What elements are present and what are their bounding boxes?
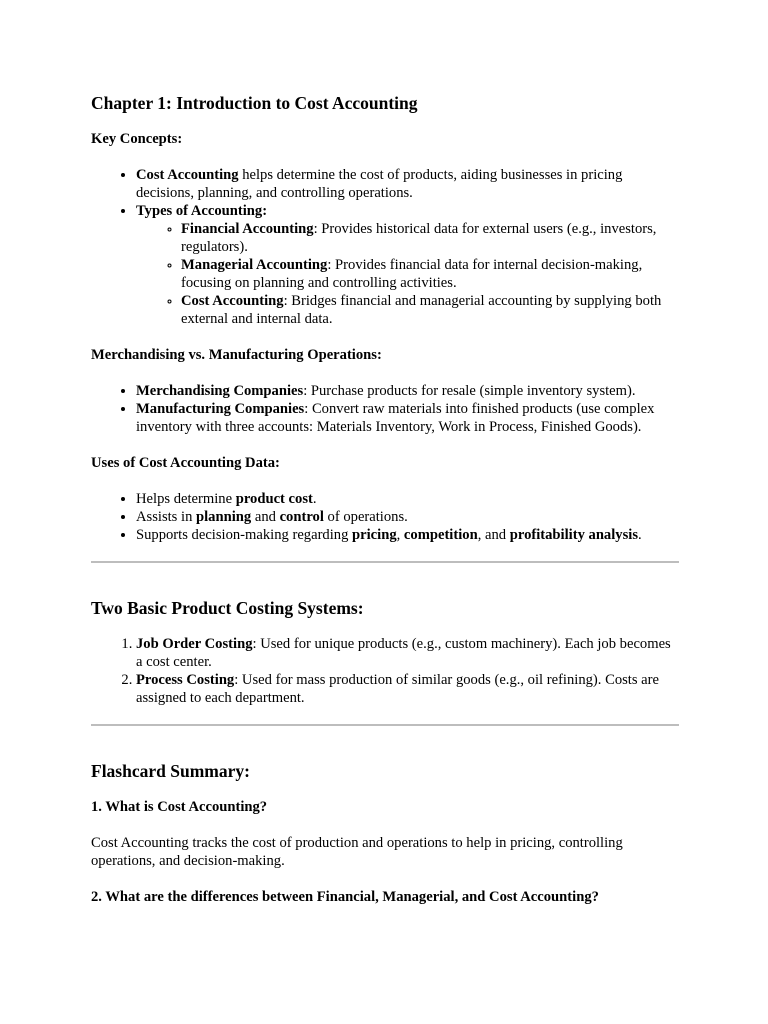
text: Helps determine xyxy=(136,491,236,507)
key-concepts-list xyxy=(91,166,679,328)
accounting-types-list xyxy=(136,220,679,328)
term: profitability analysis xyxy=(509,527,638,543)
list-item xyxy=(136,526,679,544)
description: : Used for unique products (e.g., custom machinery). Each job becomes a cost center. xyxy=(136,636,671,670)
term: control xyxy=(279,509,324,525)
term: Manufacturing Companies xyxy=(136,401,305,417)
key-concepts-heading: Key Concepts: xyxy=(91,131,183,147)
list-item xyxy=(136,400,679,436)
term: planning xyxy=(196,509,252,525)
list-item xyxy=(136,382,679,400)
text: . xyxy=(638,527,642,543)
section-divider xyxy=(91,561,679,563)
term: pricing xyxy=(352,527,397,543)
list-item xyxy=(136,508,679,526)
uses-heading: Uses of Cost Accounting Data: xyxy=(91,455,280,471)
term: Financial Accounting xyxy=(181,221,314,237)
term: Process Costing xyxy=(136,672,235,688)
text: Supports decision-making regarding xyxy=(136,527,353,543)
flashcard-summary-heading: Flashcard Summary: xyxy=(91,761,250,781)
text: , and xyxy=(477,527,510,543)
description: helps determine the cost of products, aiding businesses in pricing decisions, planning, and controlling operations. xyxy=(136,167,623,201)
term: Job Order Costing xyxy=(136,636,253,652)
list-item xyxy=(136,635,679,671)
description: : Used for mass production of similar goods (e.g., oil refining). Costs are assigned to each department. xyxy=(136,672,659,706)
costing-systems-list xyxy=(91,635,679,707)
text: and xyxy=(251,509,280,525)
list-item xyxy=(136,202,679,328)
merch-vs-mfg-heading: Merchandising vs. Manufacturing Operations: xyxy=(91,347,382,363)
term: Cost Accounting xyxy=(181,293,284,309)
flashcard-question: 1. What is Cost Accounting? xyxy=(91,799,268,815)
chapter-title: Chapter 1: Introduction to Cost Accounting xyxy=(91,93,418,113)
description: : Convert raw materials into finished products (use complex inventory with three accounts: Materials Inventory, Work in Process, Finished Goods). xyxy=(136,401,655,435)
term: Merchandising Companies xyxy=(136,383,304,399)
list-item xyxy=(136,490,679,508)
list-item xyxy=(181,292,679,328)
term: Cost Accounting xyxy=(136,167,239,183)
text: of operations. xyxy=(323,509,408,525)
term: competition xyxy=(403,527,478,543)
list-item xyxy=(136,166,679,202)
text: Assists in xyxy=(136,509,197,525)
merch-vs-mfg-list xyxy=(91,382,679,436)
flashcard-answer: Cost Accounting tracks the cost of production and operations to help in pricing, controlling operations, and decision-making. xyxy=(91,835,623,869)
term: Managerial Accounting xyxy=(181,257,328,273)
uses-list xyxy=(91,490,679,544)
costing-systems-heading: Two Basic Product Costing Systems: xyxy=(91,598,364,618)
description: : Purchase products for resale (simple inventory system). xyxy=(303,383,636,399)
list-item xyxy=(136,671,679,707)
description: : Bridges financial and managerial accounting by supplying both external and internal data. xyxy=(181,293,662,327)
list-item xyxy=(181,256,679,292)
term: Types of Accounting: xyxy=(136,203,268,219)
description: : Provides financial data for internal decision-making, focusing on planning and controlling activities. xyxy=(181,257,643,291)
text: , xyxy=(396,527,404,543)
list-item xyxy=(181,220,679,256)
description: : Provides historical data for external users (e.g., investors, regulators). xyxy=(181,221,657,255)
flashcard-question: 2. What are the differences between Financial, Managerial, and Cost Accounting? xyxy=(91,889,599,905)
document-content xyxy=(91,92,679,924)
section-divider xyxy=(91,724,679,726)
text: . xyxy=(312,491,317,507)
term: product cost xyxy=(235,491,313,507)
